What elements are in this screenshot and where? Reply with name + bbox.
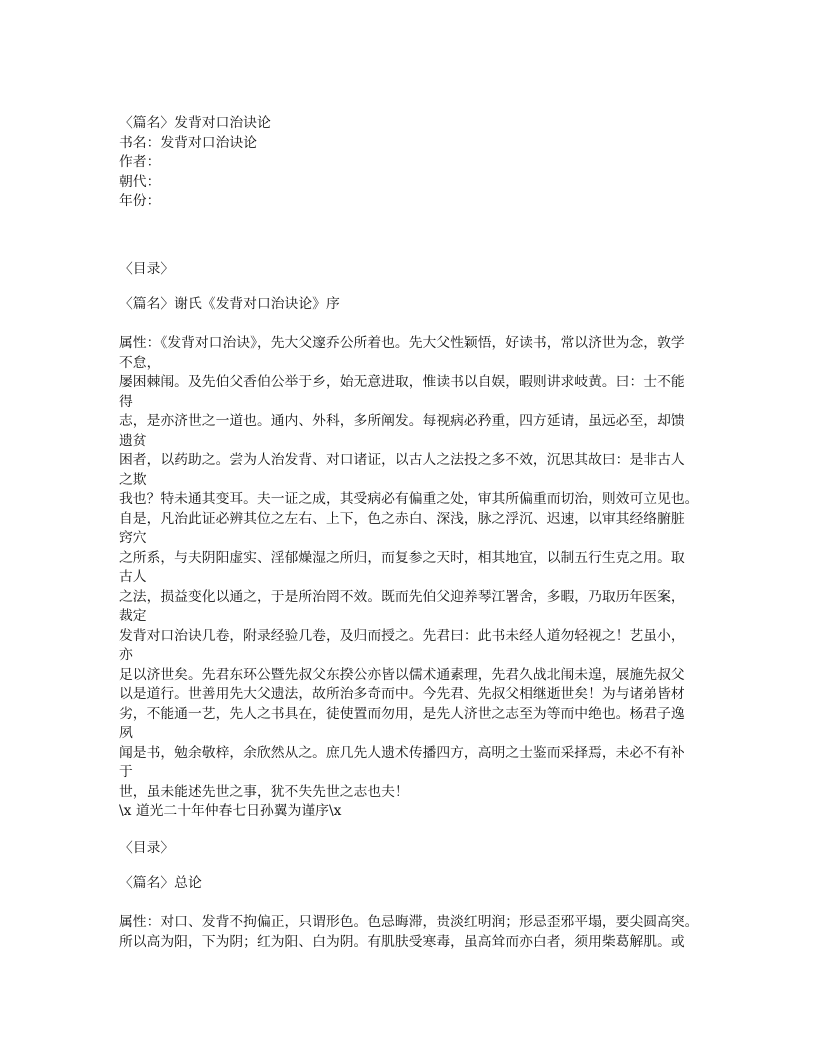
text-line: 亦	[119, 647, 133, 663]
text-line: 裁定	[119, 608, 147, 624]
text-line: 于	[119, 764, 133, 780]
section-title-preface: 〈篇名〉谢氏《发背对口治诀论》序	[119, 296, 340, 312]
text-line: 闻是书，勉余敬梓，余欣然从之。庶几先人遗术传播四方，高明之士鉴而采择焉，未必不有补	[119, 744, 685, 761]
text-line: 屡困棘闱。及先伯父香伯公举于乡，始无意进取，惟读书以自娱，暇则讲求岐黄。曰：士不能	[119, 374, 685, 390]
book-header	[119, 114, 271, 212]
text-line: 夙	[119, 725, 133, 741]
text-line: 不怠，	[119, 354, 161, 371]
general-body	[119, 913, 698, 952]
toc-heading: 〈目录〉	[119, 840, 175, 856]
year-field: 年份：	[119, 193, 161, 209]
text-line: 劣，不能通一艺，先人之书具在，徒使置而勿用，是先人济世之志至为等而中绝也。杨君子逸	[119, 705, 685, 722]
text-line: \x 道光二十年仲春七日孙翼为谨序\x	[119, 803, 342, 819]
text-line: 发背对口治诀几卷，附录经验几卷，及归而授之。先君曰：此书未经人道勿轻视之！艺虽小，	[119, 627, 685, 644]
author-field: 作者：	[119, 154, 161, 170]
text-line: 所以高为阳，下为阴；红为阳、白为阴。有肌肤受寒毒，虽高耸而亦白者，须用柴葛解肌。或	[119, 933, 685, 950]
dynasty-field: 朝代：	[119, 173, 161, 190]
text-line: 遗贫	[119, 432, 147, 449]
preface-body	[119, 334, 698, 822]
text-line: 志，是亦济世之一道也。通内、外科，多所阐发。每视病必矜重，四方延请，虽远必至，却馈	[119, 413, 685, 429]
text-line: 得	[119, 393, 133, 410]
text-line: 之欺	[119, 471, 147, 488]
text-line: 古人	[119, 569, 147, 585]
text-line: 自是，凡治此证必辨其位之左右、上下，色之赤白、深浅，脉之浮沉、迟速，以审其经络腑脏	[119, 510, 685, 527]
text-line: 困者，以药助之。尝为人治发背、对口诸证，以古人之法投之多不效，沉思其故曰：是非古人	[119, 452, 685, 468]
toc-heading: 〈目录〉	[119, 261, 175, 277]
text-line: 属性：对口、发背不拘偏正，只谓形色。色忌晦滞，贵淡红明润；形忌歪邪平塌，要尖圆高突。	[119, 914, 699, 930]
section-title-general: 〈篇名〉总论	[119, 875, 202, 891]
text-line: 之法，损益变化以通之，于是所治罔不效。既而先伯父迎养琴江署舍，多暇，乃取历年医案，	[119, 588, 685, 605]
text-line: 之所系，与夫阴阳虚实、淫郁燥湿之所归，而复参之天时，相其地宜，以制五行生克之用。取	[119, 549, 685, 566]
text-line: 窍穴	[119, 530, 147, 546]
chapter-title: 〈篇名〉发背对口治诀论	[119, 115, 271, 131]
text-line: 足以济世矣。先君东环公暨先叔父东揆公亦皆以儒术通素理，先君久战北闱未遑，展施先叔父	[119, 666, 685, 683]
book-name: 书名：发背对口治诀论	[119, 134, 257, 151]
text-line: 我也？特未通其变耳。夫一证之成，其受病必有偏重之处，审其所偏重而切治，则效可立见也。	[119, 491, 699, 507]
text-line: 以是道行。世善用先大父遗法，故所治多奇而中。今先君、先叔父相继逝世矣！为与诸弟皆材	[119, 686, 685, 702]
text-line: 世，虽未能述先世之事，犹不失先世之志也夫！	[119, 783, 409, 800]
text-line: 属性：《发背对口治诀》，先大父邃乔公所着也。先大父性颖悟，好读书，常以济世为念，敦学	[119, 335, 685, 351]
